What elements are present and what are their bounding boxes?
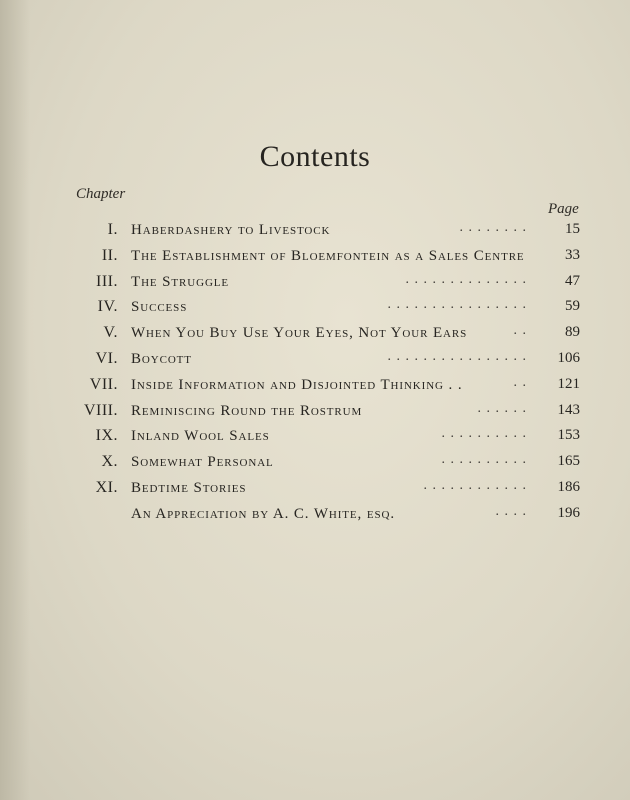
chapter-number: II.	[101, 246, 118, 264]
chapter-number: III.	[96, 272, 118, 290]
page-number: 89	[565, 324, 580, 341]
contents-entry	[0, 374, 630, 400]
leader-dots: . . . . . . . . . . . . . . . .	[387, 297, 527, 313]
chapter-title: Haberdashery to Livestock	[131, 222, 331, 238]
contents-entry	[0, 322, 630, 348]
leader-dots: . . . . . . . . . . . . . .	[405, 271, 527, 287]
chapter-number: VI.	[95, 349, 118, 367]
page-number: 106	[557, 349, 580, 366]
contents-entry	[0, 425, 630, 451]
page-number: 153	[557, 427, 580, 444]
page-column-label: Page	[548, 201, 579, 217]
page-number: 47	[565, 272, 580, 289]
contents-entry	[0, 296, 630, 322]
contents-entry	[0, 245, 630, 271]
leader-dots: . . . . . . . . . . . . . . . .	[387, 348, 527, 364]
chapter-title: Somewhat Personal	[131, 454, 274, 471]
page-number: 121	[557, 375, 580, 392]
contents-entry	[0, 219, 630, 245]
chapter-number: VII.	[89, 375, 118, 393]
chapter-number: X.	[101, 453, 118, 471]
page-number: 165	[557, 453, 580, 470]
page-number: 186	[557, 478, 580, 495]
page-number: 59	[565, 298, 580, 315]
chapter-number: IX.	[95, 427, 118, 445]
chapter-title: When You Buy Use Your Eyes, Not Your Ears	[131, 325, 468, 342]
chapter-column-label: Chapter	[76, 186, 126, 202]
contents-entry	[0, 348, 630, 374]
chapter-number: IV.	[97, 298, 118, 316]
page-title: Contents	[259, 140, 371, 173]
contents-entry	[0, 503, 630, 529]
leader-dots: . . . .	[495, 503, 527, 519]
chapter-title: Success	[131, 299, 188, 316]
leader-dots: . . . . . . . . . . . .	[423, 477, 527, 493]
page-number: 196	[557, 504, 580, 521]
chapter-title: Boycott	[131, 350, 192, 367]
chapter-number: I.	[107, 221, 118, 238]
chapter-title: The Struggle	[131, 273, 230, 290]
contents-entry	[0, 451, 630, 477]
contents-list	[0, 219, 630, 529]
contents-entry	[0, 271, 630, 297]
contents-entry	[0, 400, 630, 426]
chapter-title: Bedtime Stories	[131, 479, 247, 496]
chapter-number: V.	[103, 324, 118, 342]
leader-dots: . . . . . . . . . .	[441, 426, 527, 442]
page-number: 33	[565, 246, 580, 263]
chapter-number: XI.	[95, 478, 118, 496]
page-number: 143	[557, 401, 580, 418]
contents-entry	[0, 477, 630, 503]
chapter-title: An Appreciation by A. C. White, esq.	[131, 505, 395, 522]
chapter-title: Inland Wool Sales	[131, 428, 270, 445]
chapter-title: Reminiscing Round the Rostrum	[131, 402, 363, 419]
chapter-number: VIII.	[83, 401, 118, 419]
leader-dots: . .	[513, 323, 527, 339]
page-number: 15	[565, 221, 580, 237]
leader-dots: . . . . . .	[477, 400, 527, 416]
leader-dots: . . . . . . . .	[459, 220, 527, 235]
chapter-title: The Establishment of Bloemfontein as a Sales Centre	[131, 247, 525, 264]
leader-dots: . . . . . . . . . .	[441, 452, 527, 468]
leader-dots: . .	[513, 374, 527, 390]
chapter-title: Inside Information and Disjointed Thinking . .	[131, 376, 463, 393]
